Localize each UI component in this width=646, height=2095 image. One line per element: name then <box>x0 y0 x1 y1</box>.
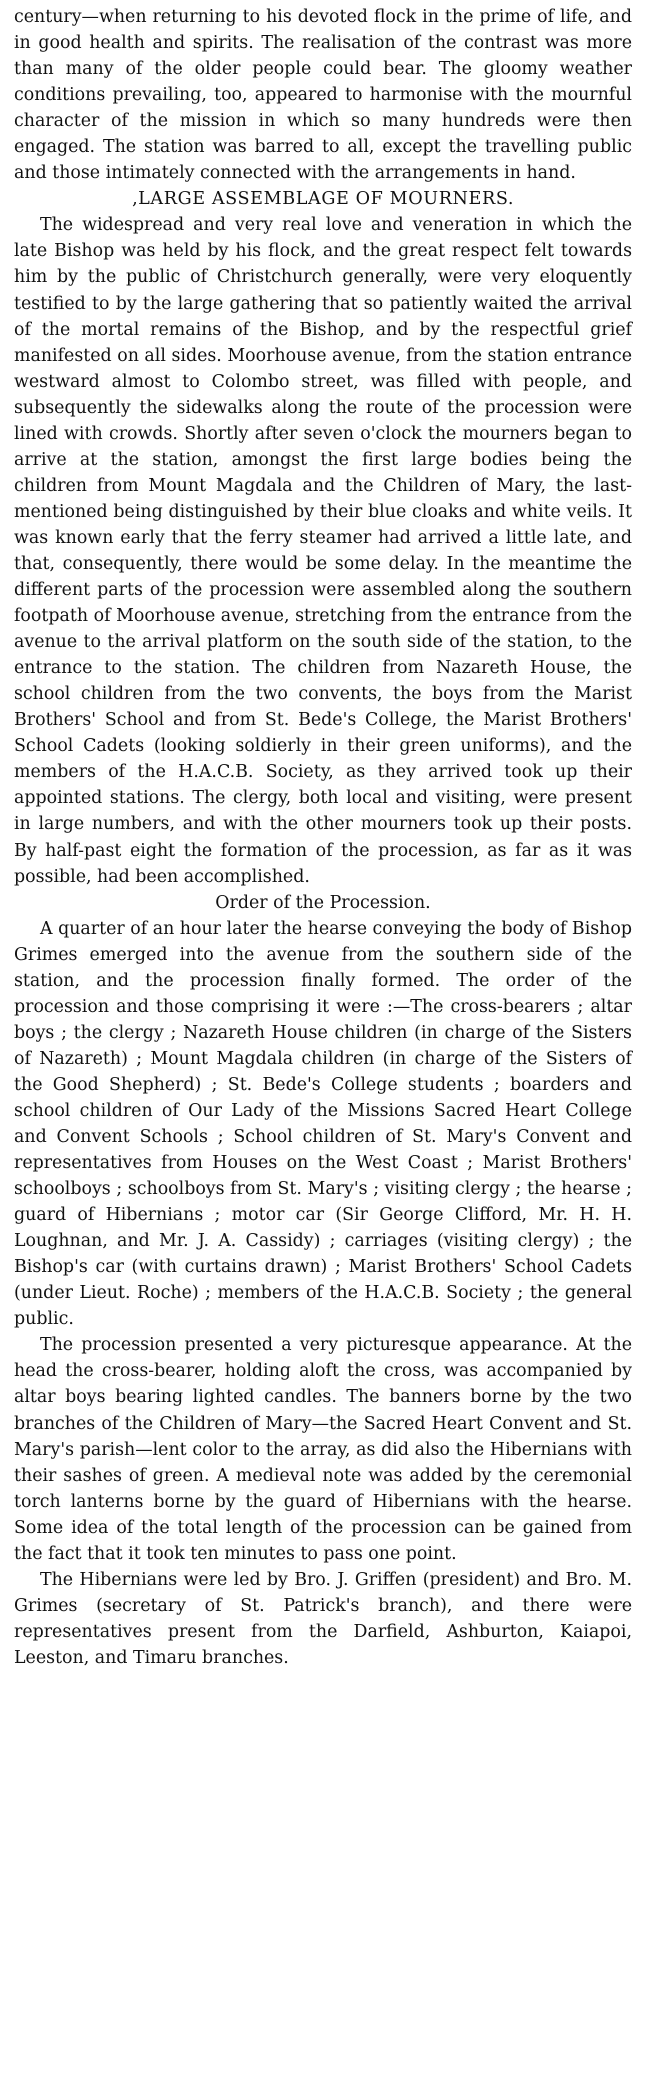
section-heading: ‚LARGE ASSEMBLAGE OF MOURNERS. <box>131 189 515 210</box>
assemblage-paragraph: The widespread and very real love and veneration in which the late Bishop was held by his flock, and the great respect felt towards him by the public of Christchurch generally, were very eloquently testified to by the large gathering that so patiently waited the arrival of the mortal remains of the Bishop, and by the respectful grief manifested on all sides. Moorhouse avenue, from the station entrance westward almost to Colombo street, was filled with people, and subsequently the sidewalks along the route of the procession were lined with crowds. Shortly after seven o'clock the mourners began to arrive at the station, amongst the first large bodies being the children from Mount Magdala and the Children of Mary, the last-mentioned being distinguished by their blue cloaks and white veils. It was known early that the ferry steamer had arrived a little late, and that, consequently, there would be some delay. In the meantime the different parts of the procession were assembled along the southern footpath of Moorhouse avenue, stretching from the entrance from the avenue to the arrival platform on the south side of the station, to the entrance to the station. The children from Nazareth House, the school children from the two convents, the boys from the Marist Brothers' School and from St. Bede's College, the Marist Brothers' School Cadets (looking soldierly in their green uniforms), and the members of the H.A.C.B. Society, as they arrived took up their appointed stations. The clergy, both local and visiting, were present in large numbers, and with the other mourners took up their posts. By half-past eight the formation of the procession, as far as it was possible, had been accomplished. <box>14 215 632 887</box>
article-column <box>14 0 632 1671</box>
order-paragraph: A quarter of an hour later the hearse conveying the body of Bishop Grimes emerged into the avenue from the southern side of the station, and the procession finally formed. The order of the procession and those comprising it were :—The cross-bearers ; altar boys ; the clergy ; Nazareth House children (in charge of the Sisters of Nazareth) ; Mount Magdala children (in charge of the Sisters of the Good Shepherd) ; St. Bede's College students ; boarders and school children of Our Lady of the Missions Sacred Heart College and Convent Schools ; School children of St. Mary's Convent and representatives from Houses on the West Coast ; Marist Brothers' schoolboys ; schoolboys from St. Mary's ; visiting clergy ; the hearse ; guard of Hibernians ; motor car (Sir George Clifford, Mr. H. H. Loughnan, and Mr. J. A. Cassidy) ; carriages (visiting clergy) ; the Bishop's car (with curtains drawn) ; Marist Brothers' School Cadets (under Lieut. Roche) ; members of the H.A.C.B. Society ; the general public. <box>14 918 632 1330</box>
hibernians-paragraph: The Hibernians were led by Bro. J. Griffen (president) and Bro. M. Grimes (secretary of St. Patrick's branch), and there were representatives present from the Darfield, Ashburton, Kaiapoi, Leeston, and Timaru branches. <box>14 1569 632 1668</box>
picturesque-paragraph: The procession presented a very picturesque appearance. At the head the cross-bearer, holding aloft the cross, was accompanied by altar boys bearing lighted candles. The banners borne by the two branches of the Children of Mary—the Sacred Heart Convent and St. Mary's parish—lent color to the array, as did also the Hibernians with their sashes of green. A medieval note was added by the ceremonial torch lanterns borne by the guard of Hibernians with the hearse. Some idea of the total length of the procession can be gained from the fact that it took ten minutes to pass one point. <box>14 1335 632 1564</box>
intro-paragraph: century—when returning to his devoted flock in the prime of life, and in good health and spirits. The realisation of the contrast was more than many of the older people could bear. The gloomy weather conditions prevailing, too, appeared to harmonise with the mournful character of the mission in which so many hundreds were then engaged. The station was barred to all, except the travelling public and those intimately connected with the arrangements in hand. <box>14 7 632 184</box>
procession-subheading: Order of the Procession. <box>215 892 431 913</box>
